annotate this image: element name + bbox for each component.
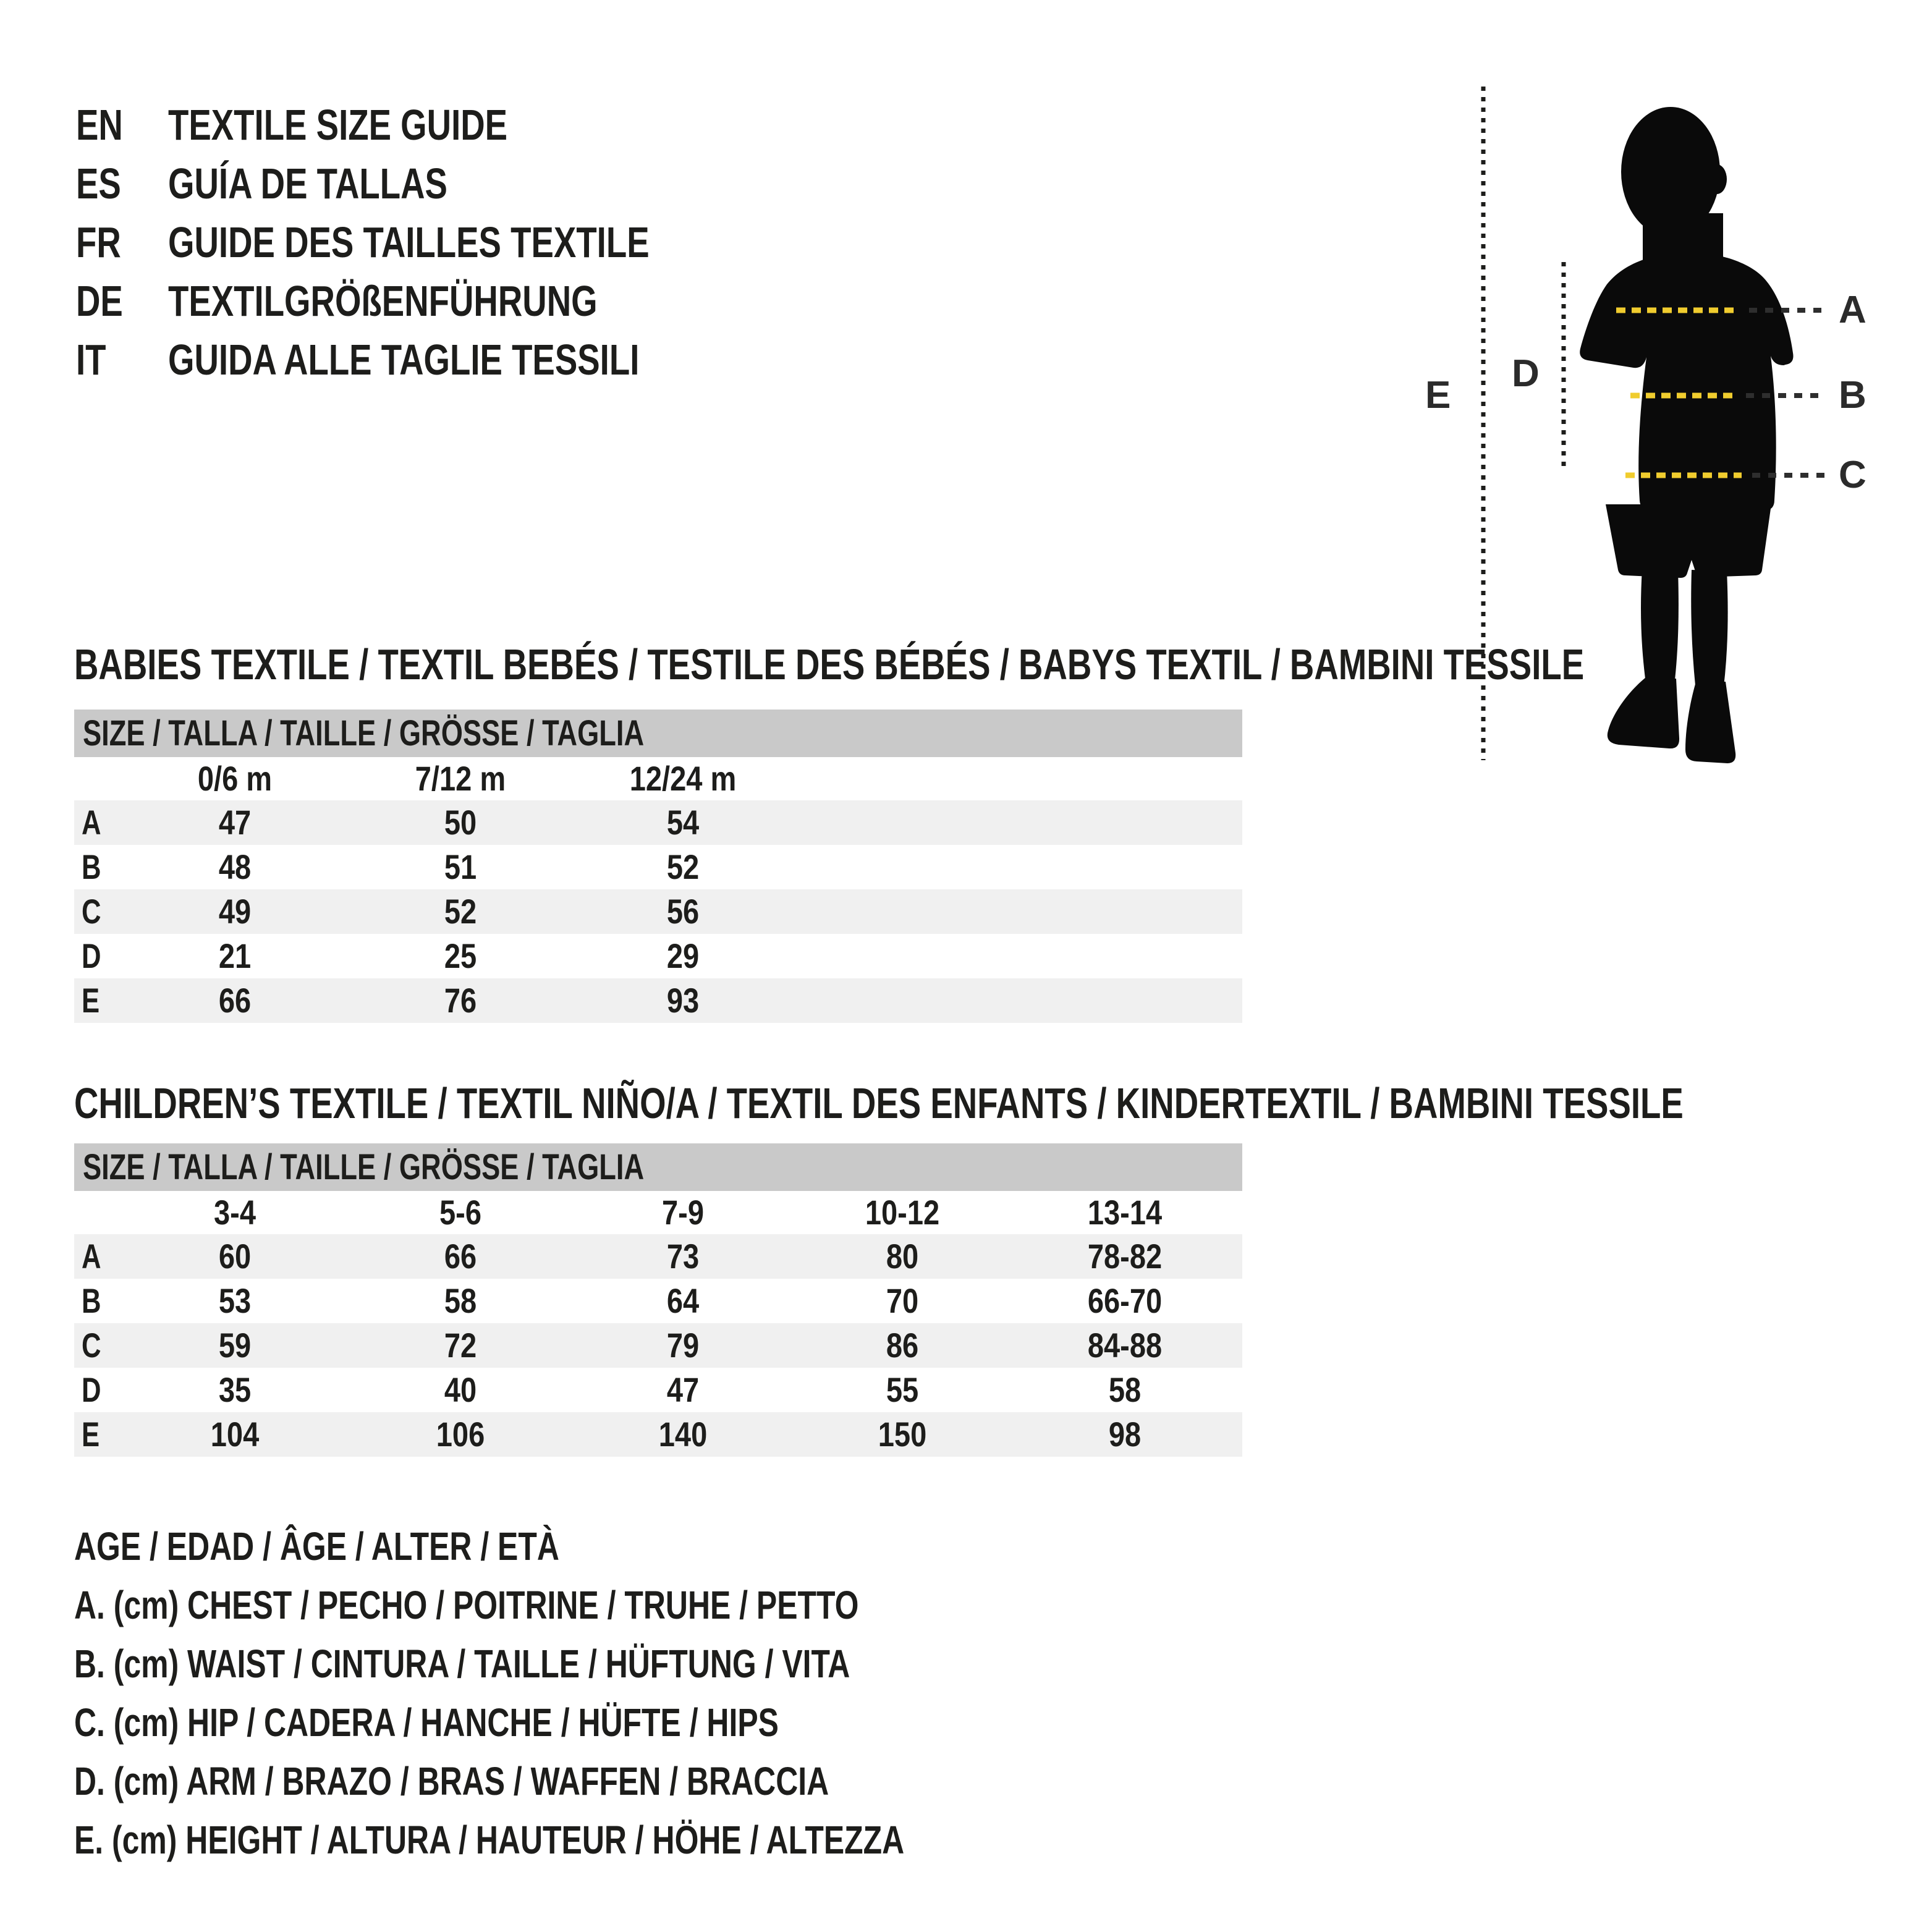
column-header: 13-14 (1087, 1193, 1163, 1232)
language-row (76, 213, 785, 272)
figure-label-waist: B (1839, 374, 1866, 417)
legend-line: D. (cm) ARM / BRAZO / BRAS / WAFFEN / BRACCIA (74, 1759, 829, 1803)
guide-title: TEXTILE SIZE GUIDE (168, 101, 508, 149)
legend-line: A. (cm) CHEST / PECHO / POITRINE / TRUHE / PETTO (74, 1583, 859, 1627)
cell-value: 70 (886, 1281, 919, 1320)
table-row (74, 1323, 1242, 1368)
language-code: FR (76, 218, 121, 266)
cell-value: 40 (444, 1370, 477, 1409)
row-label: C (82, 892, 101, 931)
column-header: 3-4 (214, 1193, 256, 1232)
table-row (74, 889, 1242, 934)
row-label: E (82, 1415, 100, 1454)
cell-value: 47 (218, 803, 252, 842)
size-header-label: SIZE / TALLA / TAILLE / GRÖSSE / TAGLIA (83, 713, 645, 753)
silhouette-shirt (1580, 252, 1793, 511)
size-header-label: SIZE / TALLA / TAILLE / GRÖSSE / TAGLIA (83, 1147, 645, 1187)
babies-section-title: BABIES TEXTILE / TEXTIL BEBÉS / TESTILE DES BÉBÉS / BABYS TEXTIL / BAMBINI TESSILE (74, 640, 1585, 688)
cell-value: 98 (1108, 1415, 1142, 1454)
cell-value: 104 (210, 1415, 260, 1454)
children-section-title: CHILDREN’S TEXTILE / TEXTIL NIÑO/A / TEXTIL DES ENFANTS / KINDERTEXTIL / BAMBINI TESSILE (74, 1079, 1684, 1127)
column-header: 10-12 (865, 1193, 940, 1232)
cell-value: 58 (444, 1281, 477, 1320)
language-row (76, 272, 785, 331)
cell-value: 76 (444, 981, 477, 1020)
cell-value: 56 (666, 892, 700, 931)
table-row (74, 978, 1242, 1023)
row-label: E (82, 981, 100, 1020)
cell-value: 50 (444, 803, 477, 842)
guide-title: TEXTILGRÖßENFÜHRUNG (168, 277, 598, 325)
cell-value: 59 (218, 1326, 252, 1365)
cell-value: 150 (878, 1415, 927, 1454)
language-code: ES (76, 159, 121, 208)
row-label: D (82, 936, 101, 975)
cell-value: 73 (666, 1237, 700, 1276)
silhouette-shorts (1606, 504, 1771, 578)
figure-label-chest: A (1839, 289, 1866, 331)
cell-value: 86 (886, 1326, 919, 1365)
cell-value: 54 (666, 803, 700, 842)
cell-value: 106 (436, 1415, 485, 1454)
cell-value: 66-70 (1087, 1281, 1163, 1320)
cell-value: 48 (218, 847, 252, 886)
language-title-block (76, 96, 785, 389)
cell-value: 78-82 (1087, 1237, 1163, 1276)
row-label: A (82, 1237, 101, 1276)
cell-value: 53 (218, 1281, 252, 1320)
legend-line: B. (cm) WAIST / CINTURA / TAILLE / HÜFTUNG / VITA (74, 1642, 850, 1686)
language-code: EN (76, 101, 123, 149)
cell-value: 52 (444, 892, 477, 931)
guide-title: GUÍA DE TALLAS (168, 159, 447, 208)
column-header: 12/24 m (629, 759, 737, 798)
babies-size-table (74, 710, 1242, 1023)
table-row (74, 1279, 1242, 1323)
cell-value: 66 (444, 1237, 477, 1276)
cell-value: 55 (886, 1370, 919, 1409)
size-header-bar (74, 1143, 1242, 1191)
figure-label-height: E (1425, 374, 1451, 417)
child-silhouette-diagram (1415, 37, 1932, 803)
language-code: IT (76, 336, 106, 384)
cell-value: 79 (666, 1326, 700, 1365)
cell-value: 29 (666, 936, 700, 975)
column-header-row (74, 1191, 1242, 1234)
guide-title: GUIDE DES TAILLES TEXTILE (168, 218, 650, 266)
column-header: 5-6 (439, 1193, 481, 1232)
column-header: 7/12 m (415, 759, 506, 798)
cell-value: 140 (658, 1415, 708, 1454)
language-code: DE (76, 277, 123, 325)
legend-line: C. (cm) HIP / CADERA / HANCHE / HÜFTE / HIPS (74, 1700, 779, 1745)
measurement-legend (74, 1517, 1138, 1870)
silhouette-left-shoe (1608, 677, 1679, 748)
table-row (74, 934, 1242, 978)
cell-value: 84-88 (1087, 1326, 1163, 1365)
legend-line: E. (cm) HEIGHT / ALTURA / HAUTEUR / HÖHE / ALTEZZA (74, 1818, 905, 1862)
column-header: 0/6 m (197, 759, 273, 798)
cell-value: 47 (666, 1370, 700, 1409)
table-row (74, 1412, 1242, 1457)
cell-value: 52 (666, 847, 700, 886)
column-header: 7-9 (662, 1193, 704, 1232)
figure-label-hip: C (1839, 454, 1866, 496)
row-label: B (82, 1281, 101, 1320)
silhouette-right-shoe (1685, 680, 1735, 763)
cell-value: 25 (444, 936, 477, 975)
cell-value: 51 (444, 847, 477, 886)
cell-value: 49 (218, 892, 252, 931)
language-row (76, 331, 785, 389)
cell-value: 66 (218, 981, 252, 1020)
row-label: A (82, 803, 101, 842)
cell-value: 93 (666, 981, 700, 1020)
table-row (74, 1234, 1242, 1279)
language-row (76, 155, 785, 213)
table-row (74, 800, 1242, 845)
cell-value: 35 (218, 1370, 252, 1409)
children-size-table (74, 1143, 1242, 1457)
legend-line: AGE / EDAD / ÂGE / ALTER / ETÀ (74, 1524, 559, 1569)
size-header-bar (74, 710, 1242, 757)
cell-value: 21 (218, 936, 252, 975)
row-label: D (82, 1370, 101, 1409)
row-label: B (82, 847, 101, 886)
cell-value: 60 (218, 1237, 252, 1276)
language-row (76, 96, 785, 155)
silhouette-face (1707, 164, 1727, 194)
table-row (74, 845, 1242, 889)
row-label: C (82, 1326, 101, 1365)
cell-value: 58 (1108, 1370, 1142, 1409)
cell-value: 64 (666, 1281, 700, 1320)
guide-title: GUIDA ALLE TAGLIE TESSILI (168, 336, 640, 384)
column-header-row (74, 757, 1242, 800)
cell-value: 72 (444, 1326, 477, 1365)
cell-value: 80 (886, 1237, 919, 1276)
table-row (74, 1368, 1242, 1412)
figure-label-arm: D (1512, 352, 1540, 395)
